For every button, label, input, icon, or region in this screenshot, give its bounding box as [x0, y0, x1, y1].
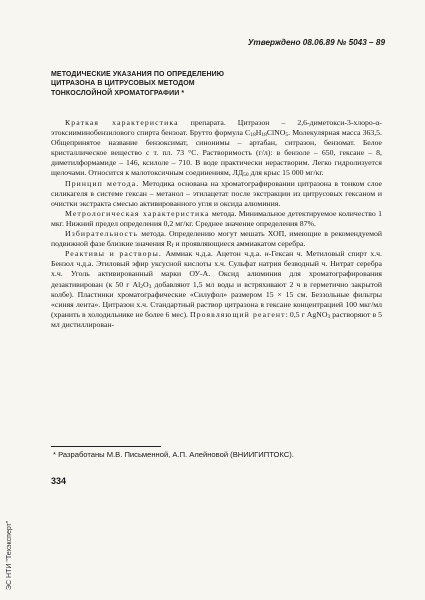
paragraph-reagents: Реактивы и растворы. Аммиак ч.д.а. Ацетон ч.д.а. н-Гексан ч. Метиловый спирт х.ч. Бензол ч.д.а. Этиловый эфир уксусной кислоты х.ч. Сульфат натрия безводный ч. Нитрат серебра х.ч. Уголь активированный марки ОУ-А. Оксид алюминия для хроматографирования дезактивирован (к 50 г $Al_2O_3$ добавляют 1,5 мл воды и встряхивают 2 ч в герметично закрытой колбе). Пластинки хроматографические «Силуфол» размером 15 × 15 см. Беззольные фильтры «синяя лента». Цитразон х.ч. Стандартный раствор цитразона в гексане концентрацией 100 мкг/мл (хранить в холодильнике не более 6 мес). Проявляющий реагент: 0,5 г AgNO$_3$ растворяют в 5 мл дистиллирован- [51, 249, 383, 329]
document-body [51, 118, 382, 330]
paragraph-metrology: Метрологическая характеристика метода. Минимальное детектируемое количество 1 мкг. Нижний предел определения 0,2 мг/кг. Среднее значение определения 87%. [51, 208, 382, 228]
paragraph-heading: Метрологическая характеристика [65, 208, 210, 218]
paragraph-heading: Краткая характеристика [65, 118, 179, 127]
paragraph-heading: Принцип метода. [65, 178, 140, 188]
reagent-heading: Проявляющий реагент [190, 309, 286, 319]
title-line: МЕТОДИЧЕСКИЕ УКАЗАНИЯ ПО ОПРЕДЕЛЕНИЮ [51, 71, 225, 78]
page-number: 334 [51, 476, 67, 486]
title-line: ЦИТРАЗОНА В ЦИТРУСОВЫХ МЕТОДОМ [51, 80, 195, 88]
paragraph-heading: Избирательность [65, 229, 139, 239]
paragraph-selectivity: Избирательность метода. Определению могут мешать ХОП, имеющие в рекомендуемой подвижной фазе близкие значения $R_f$ и проявляющиеся аммиакатом серебра. [51, 229, 382, 250]
paragraph-principle: Принцип метода. Методика основана на хроматографировании цитразона в тонком слое силикагеля в системе гексан – метанол – этилацетат после экстракции из цитрусовых гексаном и очистки экстракта смесью активированного угля и оксида алюминия. [51, 178, 382, 208]
title-line: ТОНКОСЛОЙНОЙ ХРОМАТОГРАФИИ * [51, 89, 185, 97]
approval-header: Утверждено 08.06.89 № 5043 – 89 [247, 38, 385, 47]
footnote: * Разработаны М.В. Письменной, А.П. Алейновой (ВНИИГИПТОКС). [53, 450, 294, 459]
footnote-divider [51, 446, 161, 447]
document-title [51, 70, 291, 98]
paragraph-heading: Реактивы и растворы. [65, 249, 162, 259]
paragraph-characteristics: Краткая характеристика препарата. Цитразон – 2,6-диметокси-3-хлоро-α-этоксииминобензилового спирта бензоат. Брутто формула $C_{18}H_{18}ClNO_5$. Молекулярная масса 363,5. Общепринятое название бензоксимат, синонимы – артабан, ситразон, бензомат. Белое кристаллическое вещество с т. пл. 73 °С. Растворимость (г/л): в бензоле – 650, гексане – 8, диметилформамиде – 146, ксилоле – 710. В воде практически нерастворим. Легко гидролизуется щелочами. Относится к малотоксичным соединениям, $ЛД_{50}$ для крыс 15 000 мг/кг. [51, 118, 383, 179]
watermark: ЭС НТИ "Техэксперт" [6, 520, 13, 590]
